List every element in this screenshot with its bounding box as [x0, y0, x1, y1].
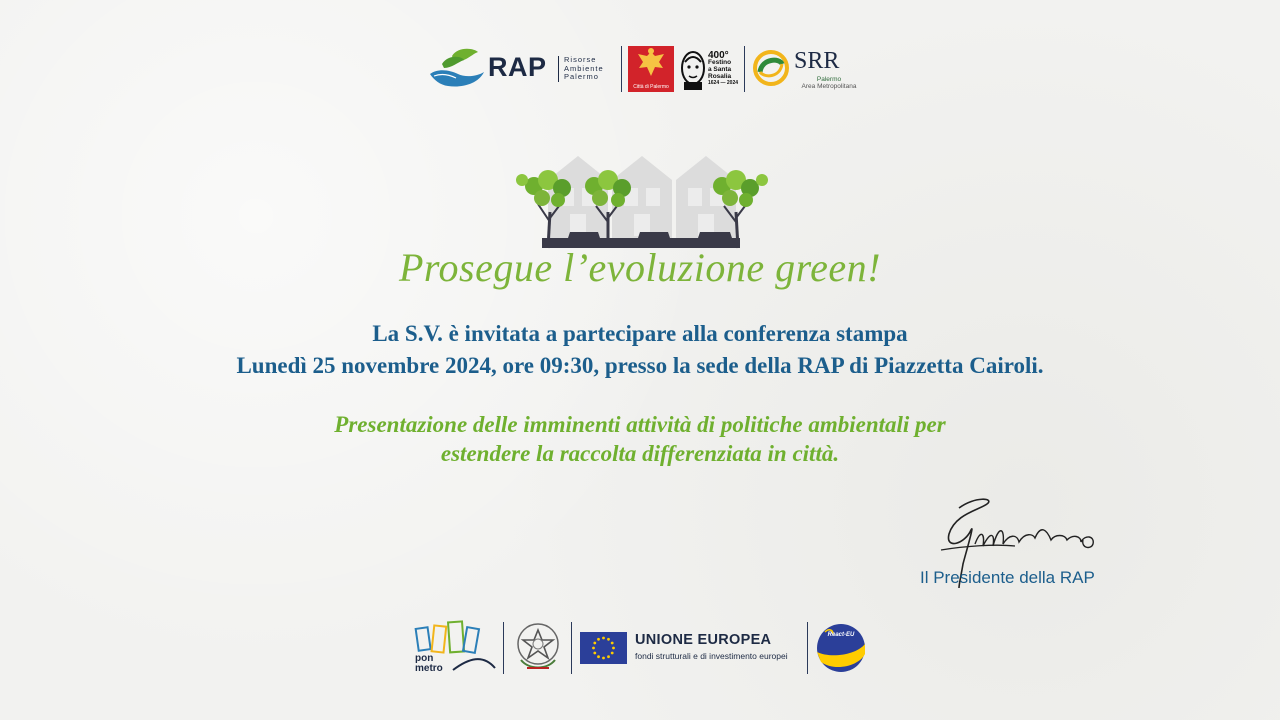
rap-subtitle-line: Palermo: [564, 72, 599, 81]
srr-logo: [752, 48, 862, 92]
festino-logo: [680, 48, 744, 92]
festino-line: a Santa: [708, 66, 732, 73]
react-eu-badge-icon: [815, 622, 867, 674]
presentation-line: Presentazione delle imminenti attività di politiche ambientali per: [334, 412, 946, 437]
santa-rosalia-face-icon: [680, 48, 706, 92]
tagline: Prosegue l’evoluzione green!: [399, 245, 881, 290]
eu-title: UNIONE EUROPEA: [635, 632, 772, 648]
hand-leaf-icon: [428, 46, 488, 90]
rap-logo: [428, 46, 618, 90]
eagle-icon: [628, 46, 674, 84]
srr-name: SRR: [794, 48, 840, 74]
srr-subtitle: [794, 76, 864, 90]
houses-trees-illustration: [508, 152, 774, 254]
festino-number: 400°: [708, 50, 729, 61]
event-date-line: Lunedì 25 novembre 2024, ore 09:30, presso la sede della RAP di Piazzetta Cairoli.: [236, 353, 1044, 378]
invitation-line: La S.V. è invitata a partecipare alla conferenza stampa: [372, 321, 908, 346]
festino-years: 1624 — 2024: [708, 80, 739, 86]
srr-subtitle-line: Area Metropolitana: [801, 83, 857, 90]
header-logos: [428, 44, 858, 94]
metro-line: metro: [415, 663, 443, 674]
italian-republic-emblem-icon: [513, 620, 563, 674]
rap-subtitle-line: Risorse: [564, 55, 597, 64]
footer-logos: [413, 618, 873, 678]
rap-subtitle: [558, 56, 624, 82]
invitation-text: [0, 318, 1280, 382]
eu-flag-icon: [580, 632, 627, 664]
eu-subtitle: fondi strutturali e di investimento europei: [635, 651, 788, 661]
pon-metro-logo: [413, 618, 499, 678]
eu-stars-icon: [580, 632, 627, 664]
festino-line: Festino: [708, 59, 732, 66]
logo-divider: [744, 46, 745, 92]
srr-subtitle-line: Palermo: [816, 76, 842, 83]
presentation-line: estendere la raccolta differenziata in città.: [440, 441, 840, 466]
presentation-text: [0, 410, 1280, 468]
react-eu-logo: [815, 622, 867, 674]
pon-metro-text: [415, 654, 443, 674]
rap-name: RAP: [488, 52, 547, 82]
logo-divider: [621, 46, 622, 92]
logo-divider: [571, 622, 572, 674]
logo-divider: [807, 622, 808, 674]
logo-divider: [503, 622, 504, 674]
president-title: Il Presidente della RAP: [920, 568, 1095, 587]
pon-line: pon: [415, 653, 434, 664]
srr-swirl-icon: [752, 48, 790, 88]
festino-line: Rosalia: [708, 73, 732, 80]
palermo-city-name: Città di Palermo: [633, 84, 669, 90]
rap-subtitle-line: Ambiente: [564, 63, 604, 73]
react-eu-name: React-EU: [827, 632, 855, 638]
festino-text: [708, 52, 738, 87]
palermo-crest-logo: [628, 46, 674, 92]
